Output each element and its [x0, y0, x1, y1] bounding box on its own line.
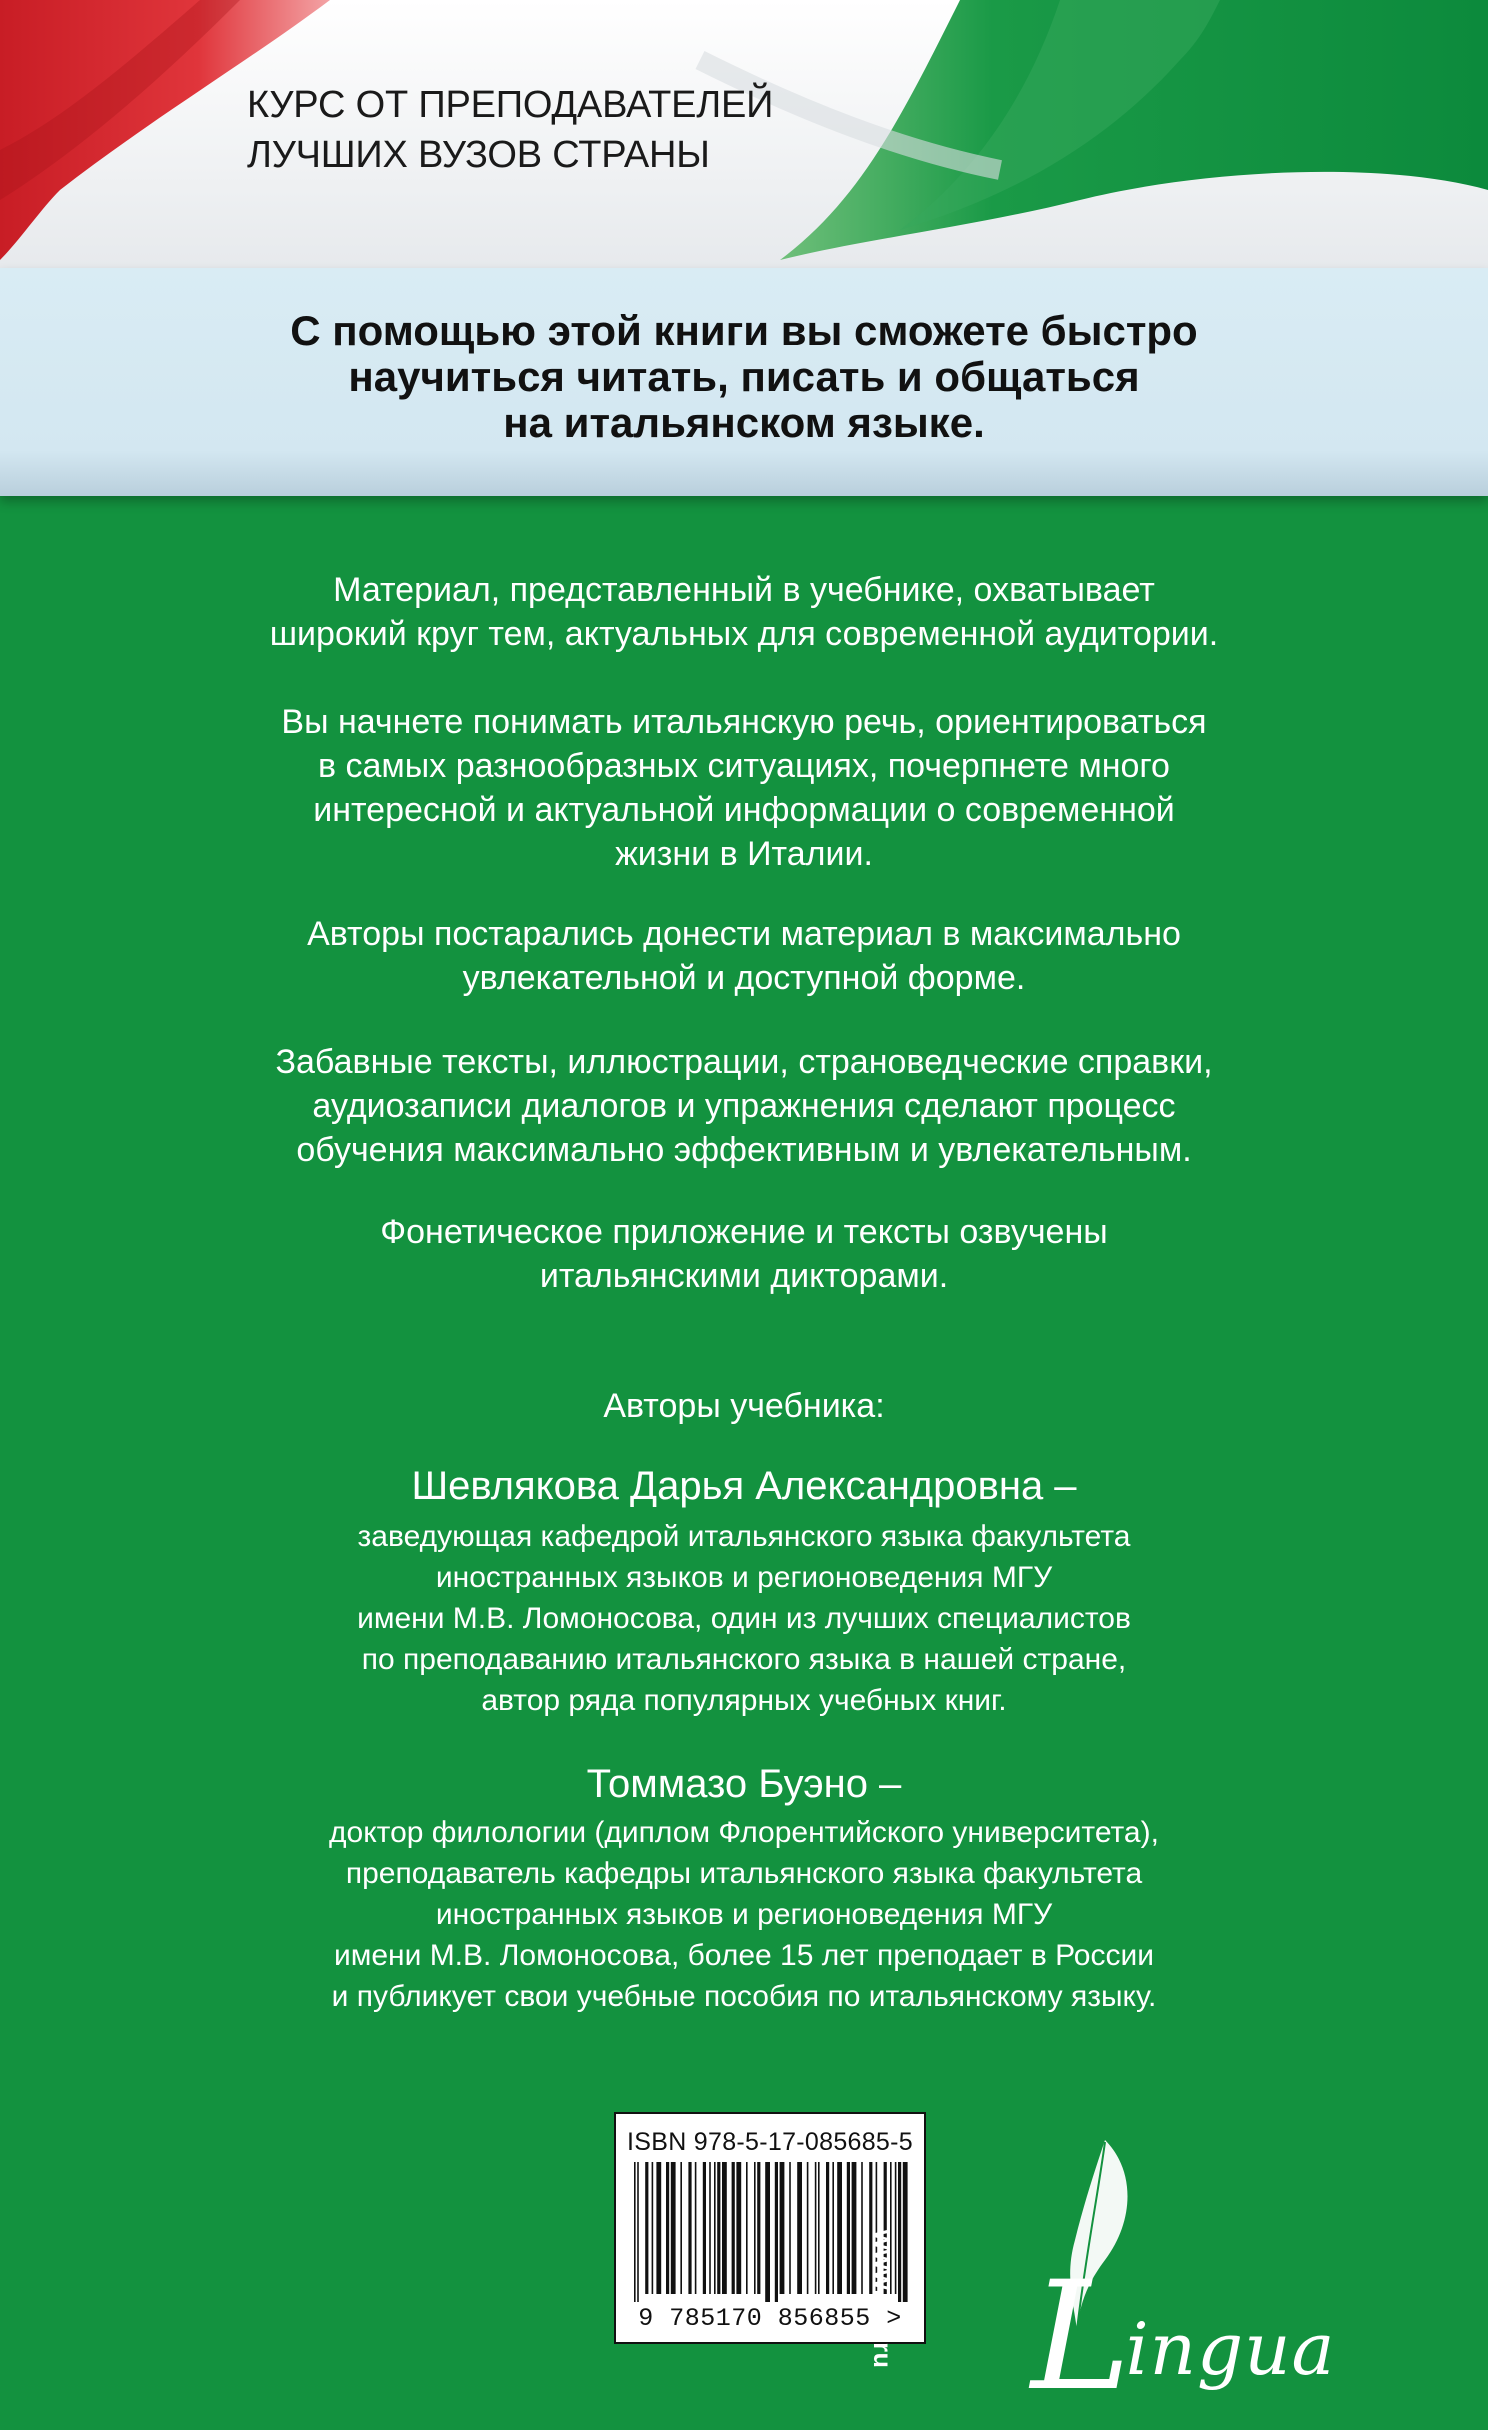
description-paragraph — [0, 568, 1488, 656]
intro-text — [0, 308, 1488, 446]
publisher-website: www.ast.ru — [868, 2230, 896, 2369]
isbn-number: ISBN 978-5-17-085685-5 — [627, 2128, 913, 2156]
author-bio — [0, 1812, 1488, 2017]
paragraph-line: Вы начнете понимать итальянскую речь, ориентироваться — [281, 703, 1207, 741]
paragraph-line: интересной и актуальной информации о современной — [313, 791, 1175, 829]
paragraph-line: увлекательной и доступной форме. — [462, 959, 1026, 997]
description-paragraph — [0, 1210, 1488, 1298]
paragraph-line: аудиозаписи диалогов и упражнения сделают процесс — [312, 1087, 1176, 1125]
bio-line: автор ряда популярных учебных книг. — [481, 1684, 1007, 1717]
paragraph-line: Авторы постарались донести материал в максимально — [307, 915, 1181, 953]
bio-line: и публикует свои учебные пособия по итальянскому языку. — [331, 1980, 1157, 2013]
paragraph-line: Фонетическое приложение и тексты озвучены — [380, 1213, 1108, 1251]
lingua-logo — [985, 2130, 1336, 2424]
paragraph-line: в самых разнообразных ситуациях, почерпнете много — [318, 747, 1170, 785]
bio-line: заведующая кафедрой итальянского языка факультета — [357, 1520, 1131, 1553]
paragraph-line: жизни в Италии. — [615, 835, 873, 873]
paragraph-line: широкий круг тем, актуальных для современной аудитории. — [269, 615, 1219, 653]
bio-line: по преподаванию итальянского языка в нашей стране, — [361, 1643, 1127, 1676]
bio-line: иностранных языков и регионоведения МГУ — [435, 1898, 1053, 1931]
bio-line: доктор филологии (диплом Флорентийского университета), — [329, 1816, 1159, 1849]
paragraph-line: обучения максимально эффективным и увлекательным. — [296, 1131, 1192, 1169]
author-bio — [0, 1516, 1488, 1721]
logo-wordmark — [1031, 2236, 1336, 2424]
author-name: Шевлякова Дарья Александровна – — [411, 1464, 1077, 1508]
course-tagline — [247, 80, 773, 180]
tagline-line: ЛУЧШИХ ВУЗОВ СТРАНЫ — [247, 134, 710, 176]
intro-line: С помощью этой книги вы сможете быстро — [290, 307, 1198, 354]
bio-line: преподаватель кафедры итальянского языка факультета — [345, 1857, 1143, 1890]
bio-line: имени М.В. Ломоносова, более 15 лет преподает в России — [333, 1939, 1155, 1972]
barcode-digits: 9 785170 856855 > — [638, 2304, 902, 2333]
description-paragraph — [0, 700, 1488, 876]
bio-line: имени М.В. Ломоносова, один из лучших специалистов — [357, 1602, 1131, 1635]
logo-rest: ingua — [1125, 2307, 1336, 2391]
description-paragraph — [0, 912, 1488, 1000]
intro-line: на итальянском языке. — [503, 399, 985, 446]
paragraph-line: итальянскими дикторами. — [539, 1257, 949, 1295]
description-paragraph — [0, 1040, 1488, 1172]
italian-flag-banner — [0, 0, 1488, 275]
bio-line: иностранных языков и регионоведения МГУ — [435, 1561, 1053, 1594]
author-name: Томмазо Буэно – — [586, 1762, 902, 1806]
logo-initial: L — [1031, 2250, 1132, 2424]
authors-heading: Авторы учебника: — [603, 1387, 885, 1425]
paragraph-line: Забавные тексты, иллюстрации, страноведческие справки, — [275, 1043, 1213, 1081]
paragraph-line: Материал, представленный в учебнике, охватывает — [333, 571, 1155, 609]
tagline-line: КУРС ОТ ПРЕПОДАВАТЕЛЕЙ — [247, 84, 774, 126]
intro-line: научиться читать, писать и общаться — [348, 353, 1140, 400]
